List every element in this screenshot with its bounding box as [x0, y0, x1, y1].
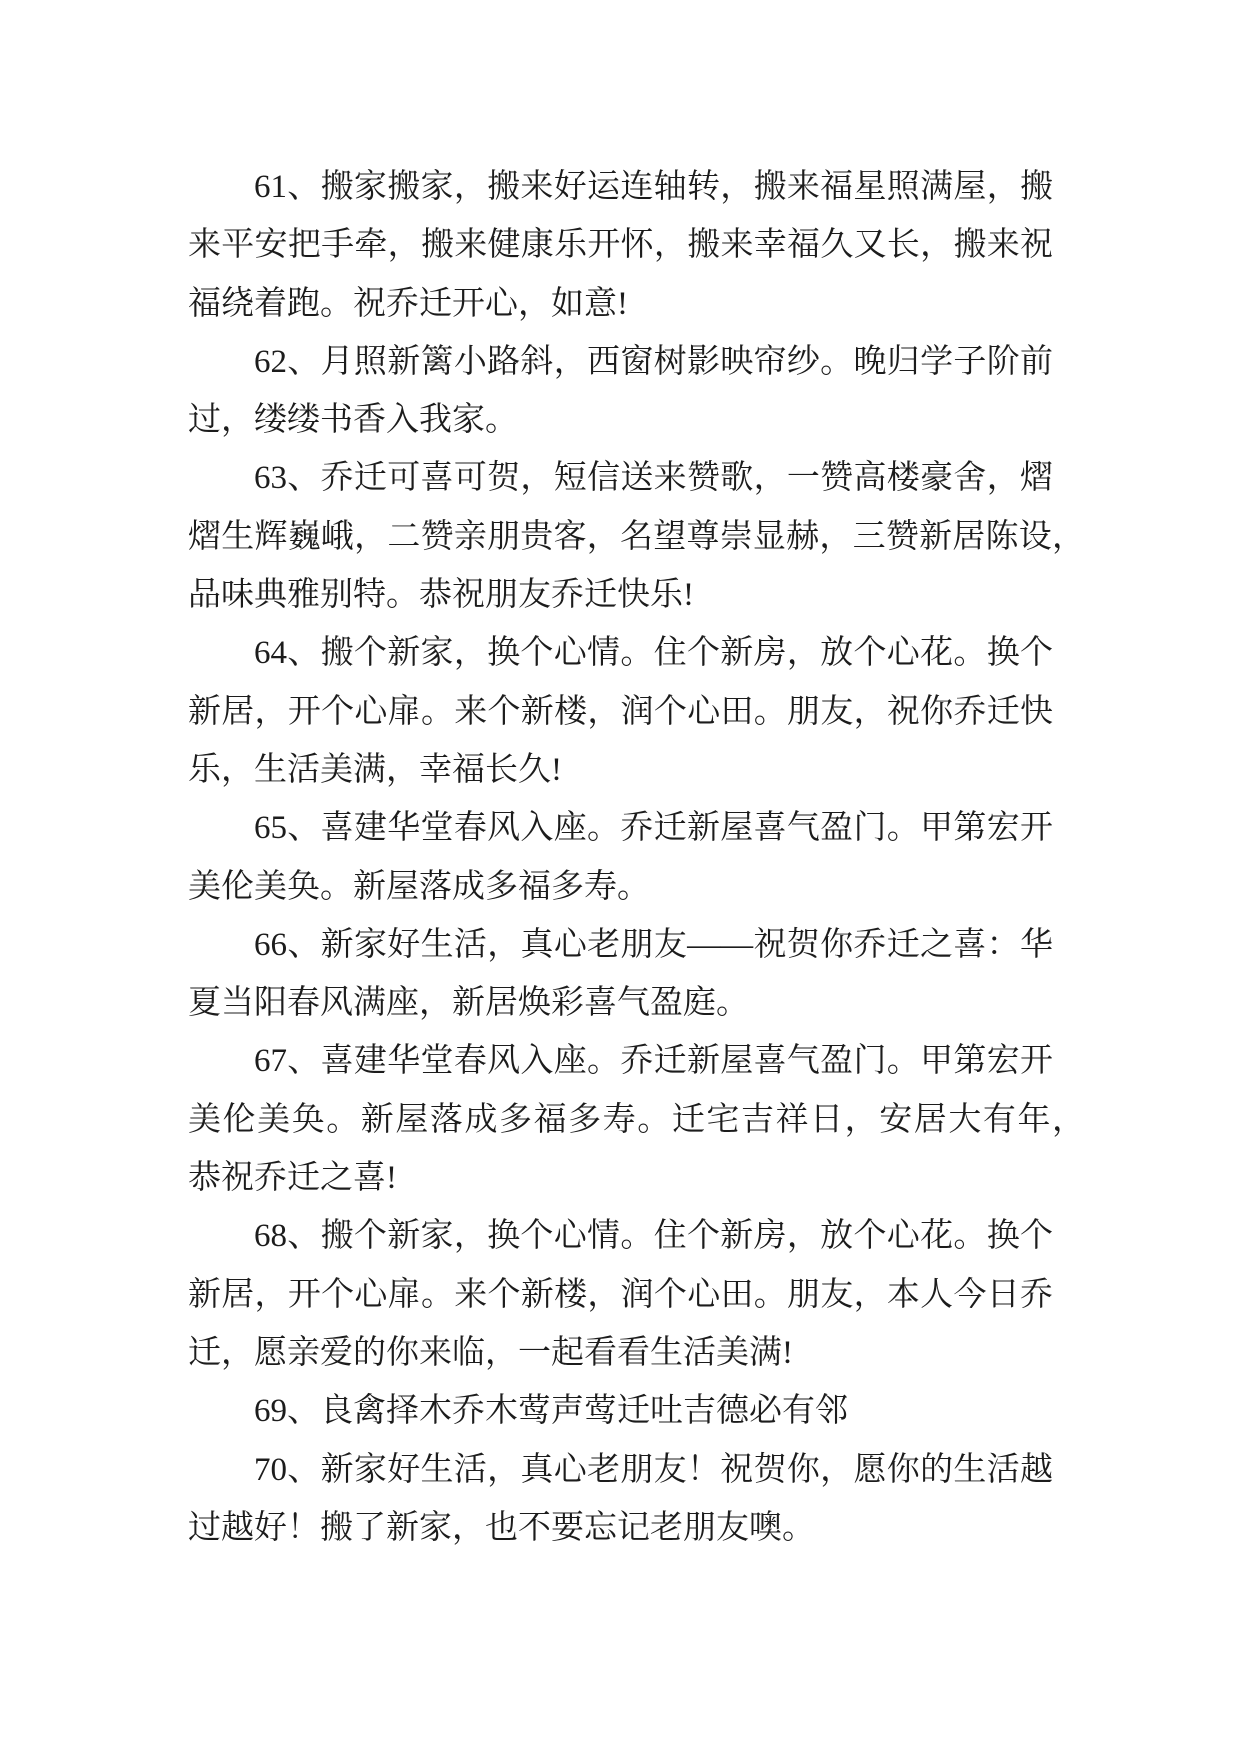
wish-paragraph-63 [188, 449, 1085, 624]
wish-paragraph-62 [188, 333, 1053, 450]
paragraph-line: 迁，愿亲爱的你来临，一起看看生活美满! [188, 1334, 793, 1371]
wish-paragraph-70 [188, 1441, 1053, 1558]
wish-paragraph-61 [188, 158, 1053, 333]
paragraph-line: 新居，开个心扉。来个新楼，润个心田。朋友，祝你乔迁快 [188, 693, 1053, 730]
paragraph-line: 过，缕缕书香入我家。 [188, 402, 518, 439]
paragraph-line: 美伦美奂。新屋落成多福多寿。迁宅吉祥日，安居大有年， [188, 1101, 1085, 1138]
paragraph-line: 熠生辉巍峨，二赞亲朋贵客，名望尊崇显赫，三赞新居陈设， [188, 518, 1085, 555]
paragraph-line: 恭祝乔迁之喜! [188, 1160, 397, 1197]
paragraph-line: 福绕着跑。祝乔迁开心，如意! [188, 285, 628, 322]
paragraph-line: 过越好！搬了新家，也不要忘记老朋友噢。 [188, 1509, 815, 1546]
paragraph-line: 63、乔迁可喜可贺，短信送来赞歌，一赞高楼豪舍，熠 [254, 460, 1053, 497]
wish-paragraph-64 [188, 624, 1053, 799]
wish-paragraph-66 [188, 916, 1053, 1033]
paragraph-line: 62、月照新篱小路斜，西窗树影映帘纱。晚归学子阶前 [254, 343, 1053, 380]
paragraph-line: 69、良禽择木乔木莺声莺迁吐吉德必有邻 [254, 1393, 848, 1430]
wish-paragraph-67 [188, 1032, 1085, 1207]
document-body [188, 158, 1085, 1557]
paragraph-line: 64、搬个新家，换个心情。住个新房，放个心花。换个 [254, 635, 1053, 672]
paragraph-line: 65、喜建华堂春风入座。乔迁新屋喜气盈门。甲第宏开 [254, 810, 1053, 847]
paragraph-line: 66、新家好生活，真心老朋友——祝贺你乔迁之喜：华 [254, 926, 1053, 963]
paragraph-line: 68、搬个新家，换个心情。住个新房，放个心花。换个 [254, 1218, 1053, 1255]
paragraph-line: 来平安把手牵，搬来健康乐开怀，搬来幸福久又长，搬来祝 [188, 227, 1053, 264]
paragraph-line: 70、新家好生活，真心老朋友！祝贺你，愿你的生活越 [254, 1451, 1053, 1488]
paragraph-line: 夏当阳春风满座，新居焕彩喜气盈庭。 [188, 985, 749, 1022]
wish-paragraph-65 [188, 799, 1053, 916]
paragraph-line: 新居，开个心扉。来个新楼，润个心田。朋友，本人今日乔 [188, 1276, 1053, 1313]
paragraph-line: 61、搬家搬家，搬来好运连轴转，搬来福星照满屋，搬 [254, 169, 1053, 205]
paragraph-line: 67、喜建华堂春风入座。乔迁新屋喜气盈门。甲第宏开 [254, 1043, 1053, 1080]
wish-paragraph-68 [188, 1207, 1053, 1382]
wish-paragraph-69 [188, 1382, 1053, 1440]
paragraph-line: 美伦美奂。新屋落成多福多寿。 [188, 868, 650, 905]
paragraph-line: 乐，生活美满，幸福长久! [188, 751, 562, 788]
paragraph-line: 品味典雅别特。恭祝朋友乔迁快乐! [188, 577, 694, 614]
